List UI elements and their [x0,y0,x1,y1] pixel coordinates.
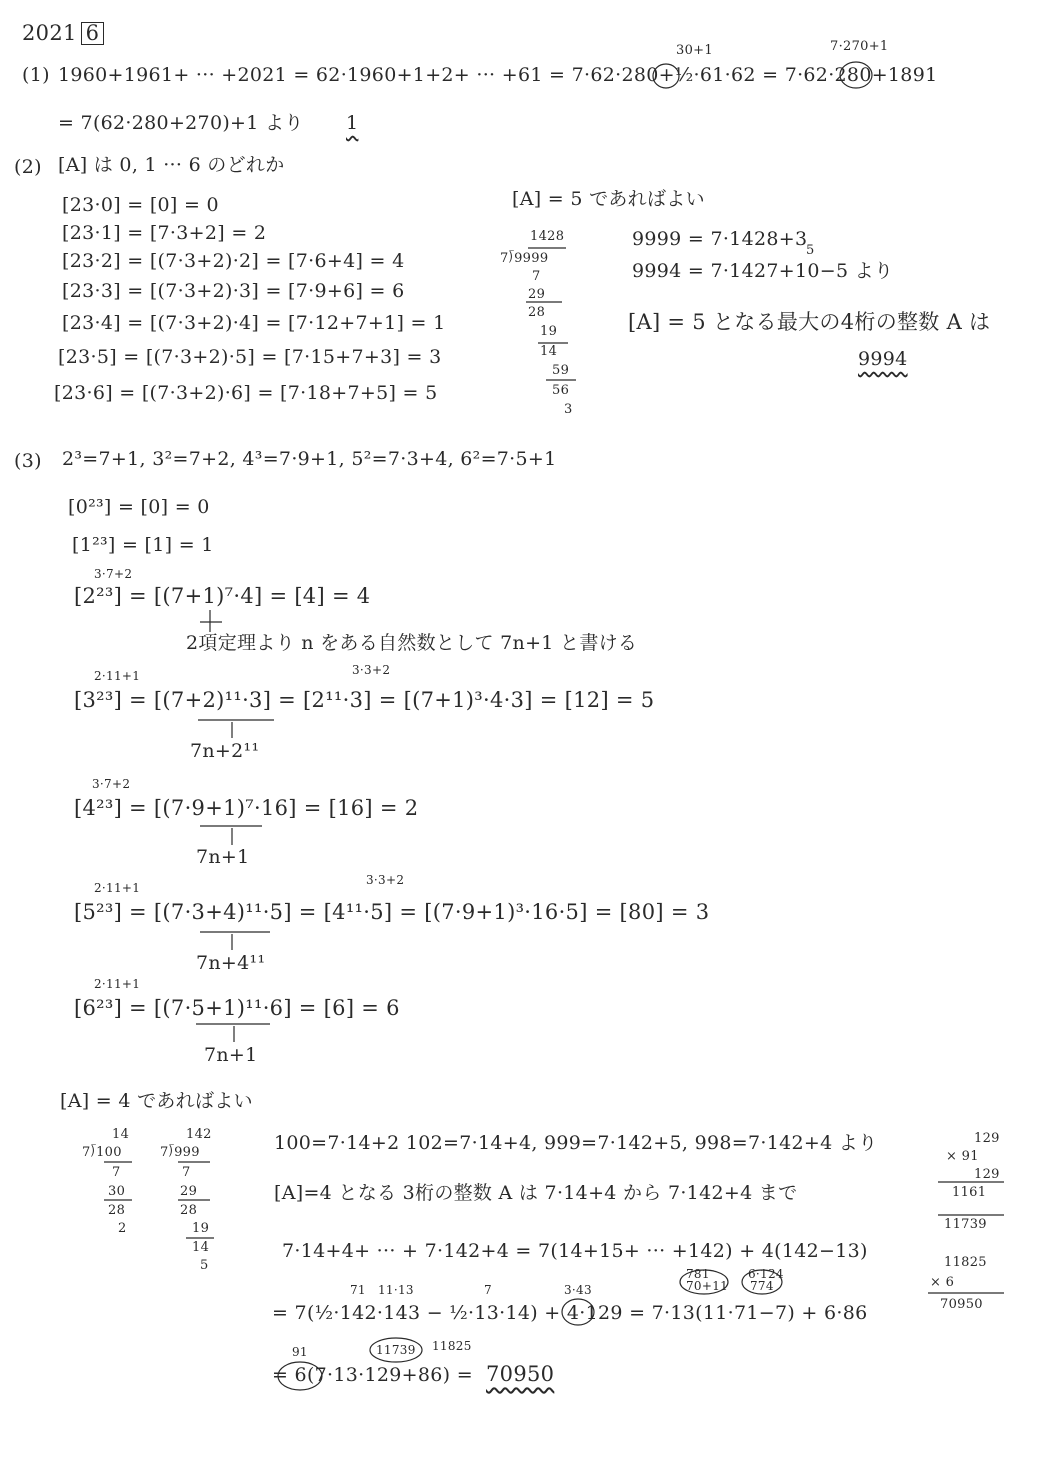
p2-eq2: 9994 = 7·1427+10−5 より [632,260,894,282]
p3-line-3-sub: 7n+2¹¹ [190,740,260,762]
p2-line-1: [23·1] = [7·3+2] = 2 [62,222,267,244]
side-mult1-top: 129 [974,1131,1000,1146]
p3-ann-a-1: 11·13 [378,1283,414,1297]
p3-line-6-annotation: 2·11+1 [94,977,141,991]
p2-line-4: [23·4] = [(7·3+2)·4] = [7·12+7+1] = 1 [62,312,446,334]
p2-div-step-1: 7 [532,269,541,284]
p2-eq2-annotation: 5 [806,243,815,258]
p3-ann-a-7: 774 [750,1279,774,1293]
p3-div2-remainder: 5 [200,1258,209,1273]
p2-div-remainder: 3 [564,402,573,417]
p3-line-3-annotation-2: 3·3+2 [352,663,391,677]
p2-condition: [A] = 5 であればよい [512,188,705,210]
p3-div2-dividend: 7⟌999 [160,1145,200,1160]
p2-answer: 9994 [858,348,908,370]
p3-line-5: [5²³] = [(7·3+4)¹¹·5] = [4¹¹·5] = [(7·9+1)³·16·5] = [80] = 3 [74,900,710,924]
p3-line-5-annotation: 2·11+1 [94,881,141,895]
p2-div-step-7: 56 [552,383,570,398]
p2-div-dividend: 7⟌9999 [500,251,549,266]
p3-ann-a-0: 71 [350,1283,366,1297]
p3-ann-a-6: 6·124 [748,1267,784,1281]
p2-div-step-5: 14 [540,344,558,359]
p3-line-2-note: 2項定理より n をある自然数として 7n+1 と書ける [186,632,638,654]
side-mult1-partial-1: 129 [974,1167,1000,1182]
p3-ann-b-0: 91 [292,1345,308,1359]
p3-div2-step-2: 29 [180,1184,198,1199]
p3-div1-step-3: 28 [108,1203,126,1218]
p1-answer: 1 [346,112,359,134]
p3-ann-a-3: 3·43 [564,1283,592,1297]
p3-div2-step-1: 7 [182,1165,191,1180]
p3-line-6-sub: 7n+1 [204,1044,258,1066]
p3-line-2: [2²³] = [(7+1)⁷·4] = [4] = 4 [74,584,371,608]
p2-eq1: 9999 = 7·1428+3 [632,228,808,250]
p3-ann-a-2: 7 [484,1283,492,1297]
p3-div1-remainder: 2 [118,1221,127,1236]
p3-div2-quotient: 142 [186,1127,212,1142]
p3-line-2-annotation: 3·7+2 [94,567,133,581]
p3-equations: 100=7·14+2 102=7·14+4, 999=7·142+5, 998=7·142+4 より [274,1132,878,1154]
p1-line1: 1960+1961+ ··· +2021 = 62·1960+1+2+ ··· +61 = 7·62·280+½·61·62 = 7·62·280+1891 [58,64,938,86]
side-mult2-result: 70950 [940,1297,983,1312]
p2-div-step-2: 29 [528,287,546,302]
p3-line-b: = 6(7·13·129+86) = [272,1364,473,1386]
p3-ann-b-1: 11739 [376,1343,416,1357]
p3-line-0: [0²³] = [0] = 0 [68,496,210,518]
p3-div2-step-4: 19 [192,1221,210,1236]
p3-condition: [A] = 4 であればよい [60,1090,253,1112]
p3-div1-dividend: 7⟌100 [82,1145,122,1160]
p1-label: (1) [22,64,50,86]
p3-answer: 70950 [486,1362,555,1386]
p2-line-2: [23·2] = [(7·3+2)·2] = [7·6+4] = 4 [62,250,405,272]
p3-label: (3) [14,450,42,472]
p2-line-0: [23·0] = [0] = 0 [62,194,219,216]
p2-div-step-4: 19 [540,324,558,339]
side-mult1-result: 11739 [944,1217,987,1232]
p2-div-quotient: 1428 [530,229,565,244]
p3-line-1: [1²³] = [1] = 1 [72,534,214,556]
p3-line-4: [4²³] = [(7·9+1)⁷·16] = [16] = 2 [74,796,419,820]
p3-ann-a-4: 781 [686,1267,710,1281]
p2-div-step-3: 28 [528,305,546,320]
p3-div1-quotient: 14 [112,1127,130,1142]
p3-line-6: [6²³] = [(7·5+1)¹¹·6] = [6] = 6 [74,996,400,1020]
p3-div2-step-5: 14 [192,1240,210,1255]
p3-line-3: [3²³] = [(7+2)¹¹·3] = [2¹¹·3] = [(7+1)³·4·3] = [12] = 5 [74,688,655,712]
p2-line-6: [23·6] = [(7·3+2)·6] = [7·18+7+5] = 5 [54,382,438,404]
header [22,22,104,45]
p3-line-4-annotation: 3·7+2 [92,777,131,791]
p3-line-a: = 7(½·142·143 − ½·13·14) + 4·129 = 7·13(11·71−7) + 6·86 [272,1302,868,1324]
p3-ann-a-5: 70+11 [686,1279,729,1293]
problem-number-box: 6 [81,22,105,45]
side-mult2-top: 11825 [944,1255,987,1270]
p3-div2-step-3: 28 [180,1203,198,1218]
p3-line-3-annotation: 2·11+1 [94,669,141,683]
p2-line-3: [23·3] = [(7·3+2)·3] = [7·9+6] = 6 [62,280,405,302]
side-mult2-multiplier: × 6 [930,1275,955,1290]
p3-line-4-sub: 7n+1 [196,846,250,868]
side-mult1-multiplier: × 91 [946,1149,979,1164]
p1-annotation-a: 30+1 [676,43,713,58]
side-mult1-partial-2: 1161 [952,1185,987,1200]
p2-line-5: [23·5] = [(7·3+2)·5] = [7·15+7+3] = 3 [58,346,442,368]
p3-line-5-sub: 7n+4¹¹ [196,952,266,974]
p3-div1-step-1: 7 [112,1165,121,1180]
header-year: 2021 [22,21,77,45]
p3-range: [A]=4 となる 3桁の整数 A は 7·14+4 から 7·142+4 まで [274,1182,798,1204]
p2-intro: [A] は 0, 1 ··· 6 のどれか [58,154,285,176]
p3-powers: 2³=7+1, 3²=7+2, 4³=7·9+1, 5²=7·3+4, 6²=7·5+1 [62,448,557,470]
p2-div-step-6: 59 [552,363,570,378]
p2-label: (2) [14,156,42,178]
p2-conclusion: [A] = 5 となる最大の4桁の整数 A は [628,310,991,334]
p1-line2: = 7(62·280+270)+1 より [58,112,304,134]
p3-div1-step-2: 30 [108,1184,126,1199]
p1-annotation-b: 7·270+1 [830,39,889,54]
p3-ann-b-2: 11825 [432,1339,472,1353]
p3-line-5-annotation-2: 3·3+2 [366,873,405,887]
p3-sum: 7·14+4+ ··· + 7·142+4 = 7(14+15+ ··· +142) + 4(142−13) [282,1240,868,1262]
